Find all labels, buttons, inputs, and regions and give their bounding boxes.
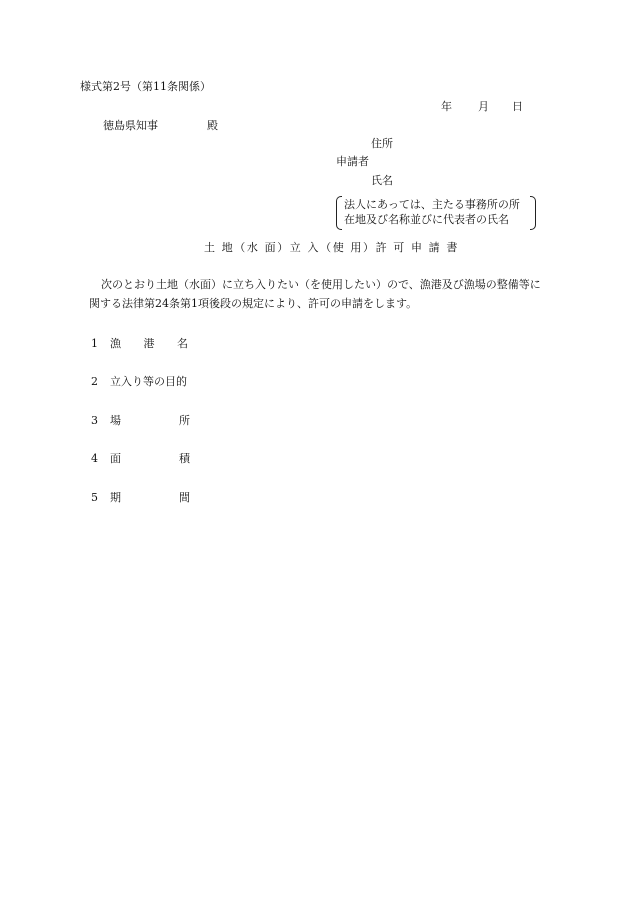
item-label-char: 名: [177, 337, 188, 350]
item-number: 5: [91, 491, 98, 504]
item-number: 1: [91, 337, 98, 350]
corporation-note-line2: 在地及び名称並びに代表者の氏名: [344, 213, 509, 226]
item-label-purpose: 立入り等の目的: [110, 375, 187, 388]
item-label-location: [110, 414, 190, 428]
name-label: 氏名: [371, 174, 393, 187]
left-bracket: [336, 196, 342, 230]
address-label: 住所: [371, 137, 393, 150]
item-number: 4: [91, 452, 98, 465]
item-label-char: 港: [143, 337, 155, 350]
date-day-label: 日: [512, 100, 523, 113]
corporation-note-line1: 法人にあっては、主たる事務所の所: [344, 198, 520, 211]
item-label-char: 間: [179, 491, 190, 504]
body-text-line2: 関する法律第24条第1項後段の規定により、許可の申請をします。: [89, 297, 418, 310]
applicant-label: 申請者: [336, 155, 369, 168]
item-label-period: [110, 491, 190, 505]
item-label-char: 面: [110, 452, 121, 465]
right-bracket: [530, 196, 536, 230]
item-label-char: 期: [110, 491, 121, 504]
item-label-fishing-port-name: [110, 337, 188, 351]
document-title: 土 地（水 面）立 入（使 用）許 可 申 請 書: [204, 241, 459, 254]
item-label-char: 所: [179, 414, 190, 427]
item-number: 3: [91, 414, 98, 427]
item-label-area: [110, 452, 190, 466]
corporation-note: [336, 196, 536, 230]
item-label-char: 積: [179, 452, 190, 465]
item-label-char: 漁: [110, 337, 121, 350]
date-month-label: 月: [478, 100, 489, 113]
item-label-char: 場: [110, 414, 121, 427]
date-year-label: 年: [441, 100, 452, 113]
addressee: 徳島県知事: [103, 119, 158, 132]
body-text-line1: 次のとおり土地（水面）に立ち入りたい（を使用したい）ので、漁港及び漁場の整備等に: [101, 278, 541, 291]
item-number: 2: [91, 375, 98, 388]
honorific: 殿: [207, 119, 218, 132]
form-number: 様式第2号（第11条関係）: [80, 80, 211, 93]
